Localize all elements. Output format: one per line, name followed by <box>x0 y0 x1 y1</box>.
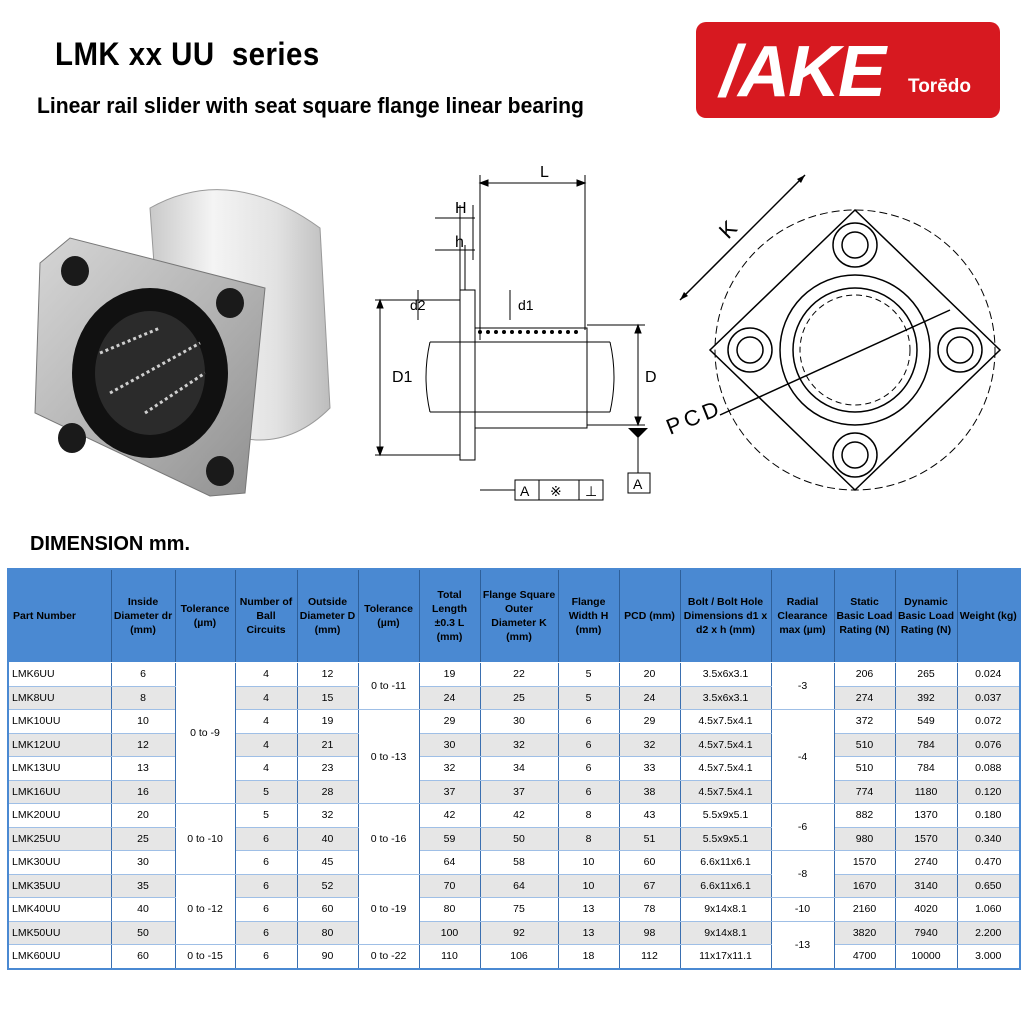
cell-weight: 0.650 <box>957 874 1020 898</box>
cell-tol-dr: 0 to -12 <box>175 874 235 945</box>
cell-L: 29 <box>419 710 480 734</box>
perpendicular-symbol: ⊥ <box>585 483 598 499</box>
cell-L: 59 <box>419 827 480 851</box>
cell-K: 25 <box>480 686 558 710</box>
cell-L: 110 <box>419 945 480 969</box>
cell-dr: 35 <box>111 874 175 898</box>
cell-balls: 6 <box>235 945 297 969</box>
dim-label-L: L <box>540 164 549 181</box>
cell-clearance: -3 <box>771 663 834 710</box>
cell-weight: 0.470 <box>957 851 1020 875</box>
cell-K: 50 <box>480 827 558 851</box>
col-header: Bolt / Bolt Hole Dimensions d1 x d2 x h (mm) <box>680 569 771 663</box>
cell-H: 6 <box>558 757 619 781</box>
cell-dynamic: 784 <box>895 757 957 781</box>
cell-H: 5 <box>558 686 619 710</box>
cell-D: 60 <box>297 898 358 922</box>
cell-bolt: 4.5x7.5x4.1 <box>680 780 771 804</box>
cell-part: LMK8UU <box>8 686 111 710</box>
cell-balls: 4 <box>235 733 297 757</box>
cell-part: LMK13UU <box>8 757 111 781</box>
cell-weight: 1.060 <box>957 898 1020 922</box>
cell-PCD: 98 <box>619 921 680 945</box>
cell-part: LMK50UU <box>8 921 111 945</box>
dim-label-K: K <box>713 215 742 244</box>
table-row <box>8 663 1020 687</box>
cell-H: 8 <box>558 827 619 851</box>
dim-label-d2: d2 <box>410 297 426 313</box>
cell-L: 30 <box>419 733 480 757</box>
cell-H: 18 <box>558 945 619 969</box>
cell-weight: 0.340 <box>957 827 1020 851</box>
cell-balls: 4 <box>235 663 297 687</box>
flange-top-view-diagram <box>650 150 1010 530</box>
col-header: Number of Ball Circuits <box>235 569 297 663</box>
cell-PCD: 33 <box>619 757 680 781</box>
cell-dynamic: 7940 <box>895 921 957 945</box>
cell-PCD: 78 <box>619 898 680 922</box>
cell-tol-dr: 0 to -10 <box>175 804 235 875</box>
cell-weight: 0.037 <box>957 686 1020 710</box>
cell-balls: 5 <box>235 780 297 804</box>
dim-label-H: H <box>455 200 467 217</box>
cell-H: 6 <box>558 710 619 734</box>
cell-K: 22 <box>480 663 558 687</box>
cell-weight: 0.072 <box>957 710 1020 734</box>
cell-dynamic: 1180 <box>895 780 957 804</box>
cell-static: 1570 <box>834 851 895 875</box>
col-header: Radial Clearance max (µm) <box>771 569 834 663</box>
cell-L: 80 <box>419 898 480 922</box>
cell-part: LMK10UU <box>8 710 111 734</box>
cell-PCD: 38 <box>619 780 680 804</box>
cell-part: LMK20UU <box>8 804 111 828</box>
cell-dr: 30 <box>111 851 175 875</box>
datum-label-A2: A <box>633 476 643 492</box>
product-photo <box>30 168 340 498</box>
cell-clearance: -4 <box>771 710 834 804</box>
cell-D: 32 <box>297 804 358 828</box>
table-row <box>8 757 1020 781</box>
dim-label-PCD: PCD <box>662 394 727 440</box>
cell-dr: 40 <box>111 898 175 922</box>
cell-PCD: 32 <box>619 733 680 757</box>
side-dimension-diagram <box>370 150 660 510</box>
cell-static: 206 <box>834 663 895 687</box>
col-header: Inside Diameter dr (mm) <box>111 569 175 663</box>
cell-weight: 0.180 <box>957 804 1020 828</box>
cell-K: 64 <box>480 874 558 898</box>
cell-static: 4700 <box>834 945 895 969</box>
cell-part: LMK12UU <box>8 733 111 757</box>
cell-PCD: 29 <box>619 710 680 734</box>
cell-balls: 6 <box>235 898 297 922</box>
cell-L: 64 <box>419 851 480 875</box>
logo-subtext: Torēdo <box>908 76 971 97</box>
cell-bolt: 5.5x9x5.1 <box>680 804 771 828</box>
page-title: LMK xx UU series <box>55 36 320 72</box>
cell-dr: 12 <box>111 733 175 757</box>
cell-K: 75 <box>480 898 558 922</box>
cell-dynamic: 392 <box>895 686 957 710</box>
cell-L: 19 <box>419 663 480 687</box>
dim-label-h: h <box>455 234 464 251</box>
cell-H: 13 <box>558 898 619 922</box>
brand-logo <box>696 22 1000 118</box>
cell-L: 32 <box>419 757 480 781</box>
col-header: Total Length ±0.3 L (mm) <box>419 569 480 663</box>
cell-L: 100 <box>419 921 480 945</box>
cell-D: 15 <box>297 686 358 710</box>
dim-label-d1: d1 <box>518 297 534 313</box>
cell-weight: 0.088 <box>957 757 1020 781</box>
datum-symbol: ※ <box>550 483 562 499</box>
dim-label-D1: D1 <box>392 369 413 386</box>
cell-static: 980 <box>834 827 895 851</box>
col-header: Tolerance (µm) <box>358 569 419 663</box>
cell-H: 6 <box>558 780 619 804</box>
cell-part: LMK40UU <box>8 898 111 922</box>
cell-H: 10 <box>558 874 619 898</box>
cell-static: 510 <box>834 757 895 781</box>
col-header: PCD (mm) <box>619 569 680 663</box>
cell-bolt: 4.5x7.5x4.1 <box>680 733 771 757</box>
cell-PCD: 20 <box>619 663 680 687</box>
cell-static: 1670 <box>834 874 895 898</box>
cell-tol-D: 0 to -16 <box>358 804 419 875</box>
cell-dr: 8 <box>111 686 175 710</box>
cell-weight: 3.000 <box>957 945 1020 969</box>
col-header: Flange Square Outer Diameter K (mm) <box>480 569 558 663</box>
cell-bolt: 4.5x7.5x4.1 <box>680 757 771 781</box>
cell-weight: 0.120 <box>957 780 1020 804</box>
cell-L: 37 <box>419 780 480 804</box>
dimension-table <box>7 568 1021 970</box>
cell-balls: 5 <box>235 804 297 828</box>
cell-dr: 50 <box>111 921 175 945</box>
cell-H: 10 <box>558 851 619 875</box>
cell-bolt: 6.6x11x6.1 <box>680 874 771 898</box>
cell-tol-dr: 0 to -9 <box>175 663 235 804</box>
cell-dr: 20 <box>111 804 175 828</box>
logo-text: /AKE <box>720 32 885 112</box>
cell-dr: 16 <box>111 780 175 804</box>
cell-weight: 0.076 <box>957 733 1020 757</box>
cell-dynamic: 1370 <box>895 804 957 828</box>
cell-dr: 25 <box>111 827 175 851</box>
cell-tol-D: 0 to -19 <box>358 874 419 945</box>
cell-static: 2160 <box>834 898 895 922</box>
cell-balls: 6 <box>235 851 297 875</box>
cell-D: 28 <box>297 780 358 804</box>
cell-H: 6 <box>558 733 619 757</box>
cell-part: LMK35UU <box>8 874 111 898</box>
cell-dr: 10 <box>111 710 175 734</box>
cell-L: 70 <box>419 874 480 898</box>
table-row <box>8 780 1020 804</box>
cell-bolt: 11x17x11.1 <box>680 945 771 969</box>
cell-dr: 60 <box>111 945 175 969</box>
col-header: Flange Width H (mm) <box>558 569 619 663</box>
cell-bolt: 6.6x11x6.1 <box>680 851 771 875</box>
cell-K: 37 <box>480 780 558 804</box>
table-row <box>8 898 1020 922</box>
cell-bolt: 4.5x7.5x4.1 <box>680 710 771 734</box>
cell-tol-dr: 0 to -15 <box>175 945 235 969</box>
cell-static: 3820 <box>834 921 895 945</box>
cell-clearance: -13 <box>771 921 834 969</box>
cell-H: 8 <box>558 804 619 828</box>
cell-PCD: 67 <box>619 874 680 898</box>
cell-clearance: -6 <box>771 804 834 851</box>
cell-static: 882 <box>834 804 895 828</box>
cell-static: 372 <box>834 710 895 734</box>
cell-dynamic: 265 <box>895 663 957 687</box>
cell-weight: 0.024 <box>957 663 1020 687</box>
cell-K: 58 <box>480 851 558 875</box>
cell-L: 24 <box>419 686 480 710</box>
cell-tol-D: 0 to -11 <box>358 663 419 710</box>
datum-label-A1: A <box>520 483 530 499</box>
cell-K: 42 <box>480 804 558 828</box>
cell-H: 5 <box>558 663 619 687</box>
cell-D: 45 <box>297 851 358 875</box>
cell-balls: 4 <box>235 757 297 781</box>
cell-balls: 6 <box>235 827 297 851</box>
table-row <box>8 686 1020 710</box>
table-row <box>8 874 1020 898</box>
cell-D: 90 <box>297 945 358 969</box>
cell-K: 32 <box>480 733 558 757</box>
cell-tol-D: 0 to -13 <box>358 710 419 804</box>
table-row <box>8 921 1020 945</box>
cell-PCD: 60 <box>619 851 680 875</box>
cell-PCD: 112 <box>619 945 680 969</box>
cell-D: 21 <box>297 733 358 757</box>
cell-dynamic: 3140 <box>895 874 957 898</box>
table-row <box>8 945 1020 969</box>
table-row <box>8 827 1020 851</box>
cell-dynamic: 1570 <box>895 827 957 851</box>
cell-static: 510 <box>834 733 895 757</box>
cell-L: 42 <box>419 804 480 828</box>
cell-static: 774 <box>834 780 895 804</box>
dimension-heading: DIMENSION mm. <box>30 533 191 555</box>
cell-bolt: 5.5x9x5.1 <box>680 827 771 851</box>
col-header: Tolerance (µm) <box>175 569 235 663</box>
col-header: Static Basic Load Rating (N) <box>834 569 895 663</box>
cell-dynamic: 2740 <box>895 851 957 875</box>
cell-bolt: 3.5x6x3.1 <box>680 663 771 687</box>
cell-weight: 2.200 <box>957 921 1020 945</box>
table-row <box>8 851 1020 875</box>
page-subtitle: Linear rail slider with seat square flange linear bearing <box>37 93 584 118</box>
table-row <box>8 733 1020 757</box>
cell-clearance: -8 <box>771 851 834 898</box>
cell-K: 92 <box>480 921 558 945</box>
cell-tol-D: 0 to -22 <box>358 945 419 969</box>
cell-balls: 4 <box>235 710 297 734</box>
cell-PCD: 24 <box>619 686 680 710</box>
cell-D: 80 <box>297 921 358 945</box>
cell-balls: 6 <box>235 874 297 898</box>
cell-balls: 6 <box>235 921 297 945</box>
cell-dynamic: 10000 <box>895 945 957 969</box>
cell-dr: 6 <box>111 663 175 687</box>
cell-part: LMK60UU <box>8 945 111 969</box>
cell-dynamic: 4020 <box>895 898 957 922</box>
cell-D: 12 <box>297 663 358 687</box>
cell-part: LMK16UU <box>8 780 111 804</box>
cell-D: 23 <box>297 757 358 781</box>
cell-static: 274 <box>834 686 895 710</box>
cell-bolt: 9x14x8.1 <box>680 898 771 922</box>
cell-H: 13 <box>558 921 619 945</box>
col-header: Dynamic Basic Load Rating (N) <box>895 569 957 663</box>
col-header: Weight (kg) <box>957 569 1020 663</box>
cell-clearance: -10 <box>771 898 834 922</box>
cell-K: 30 <box>480 710 558 734</box>
cell-balls: 4 <box>235 686 297 710</box>
col-header: Part Number <box>8 569 111 663</box>
col-header: Outside Diameter D (mm) <box>297 569 358 663</box>
cell-D: 40 <box>297 827 358 851</box>
cell-part: LMK6UU <box>8 663 111 687</box>
cell-D: 19 <box>297 710 358 734</box>
cell-bolt: 9x14x8.1 <box>680 921 771 945</box>
cell-bolt: 3.5x6x3.1 <box>680 686 771 710</box>
cell-dynamic: 784 <box>895 733 957 757</box>
cell-dynamic: 549 <box>895 710 957 734</box>
cell-part: LMK30UU <box>8 851 111 875</box>
cell-D: 52 <box>297 874 358 898</box>
cell-part: LMK25UU <box>8 827 111 851</box>
cell-K: 34 <box>480 757 558 781</box>
cell-K: 106 <box>480 945 558 969</box>
cell-PCD: 43 <box>619 804 680 828</box>
cell-PCD: 51 <box>619 827 680 851</box>
table-row <box>8 804 1020 828</box>
cell-dr: 13 <box>111 757 175 781</box>
table-row <box>8 710 1020 734</box>
dim-label-D: D <box>645 369 657 386</box>
table-header-row <box>8 569 1020 663</box>
